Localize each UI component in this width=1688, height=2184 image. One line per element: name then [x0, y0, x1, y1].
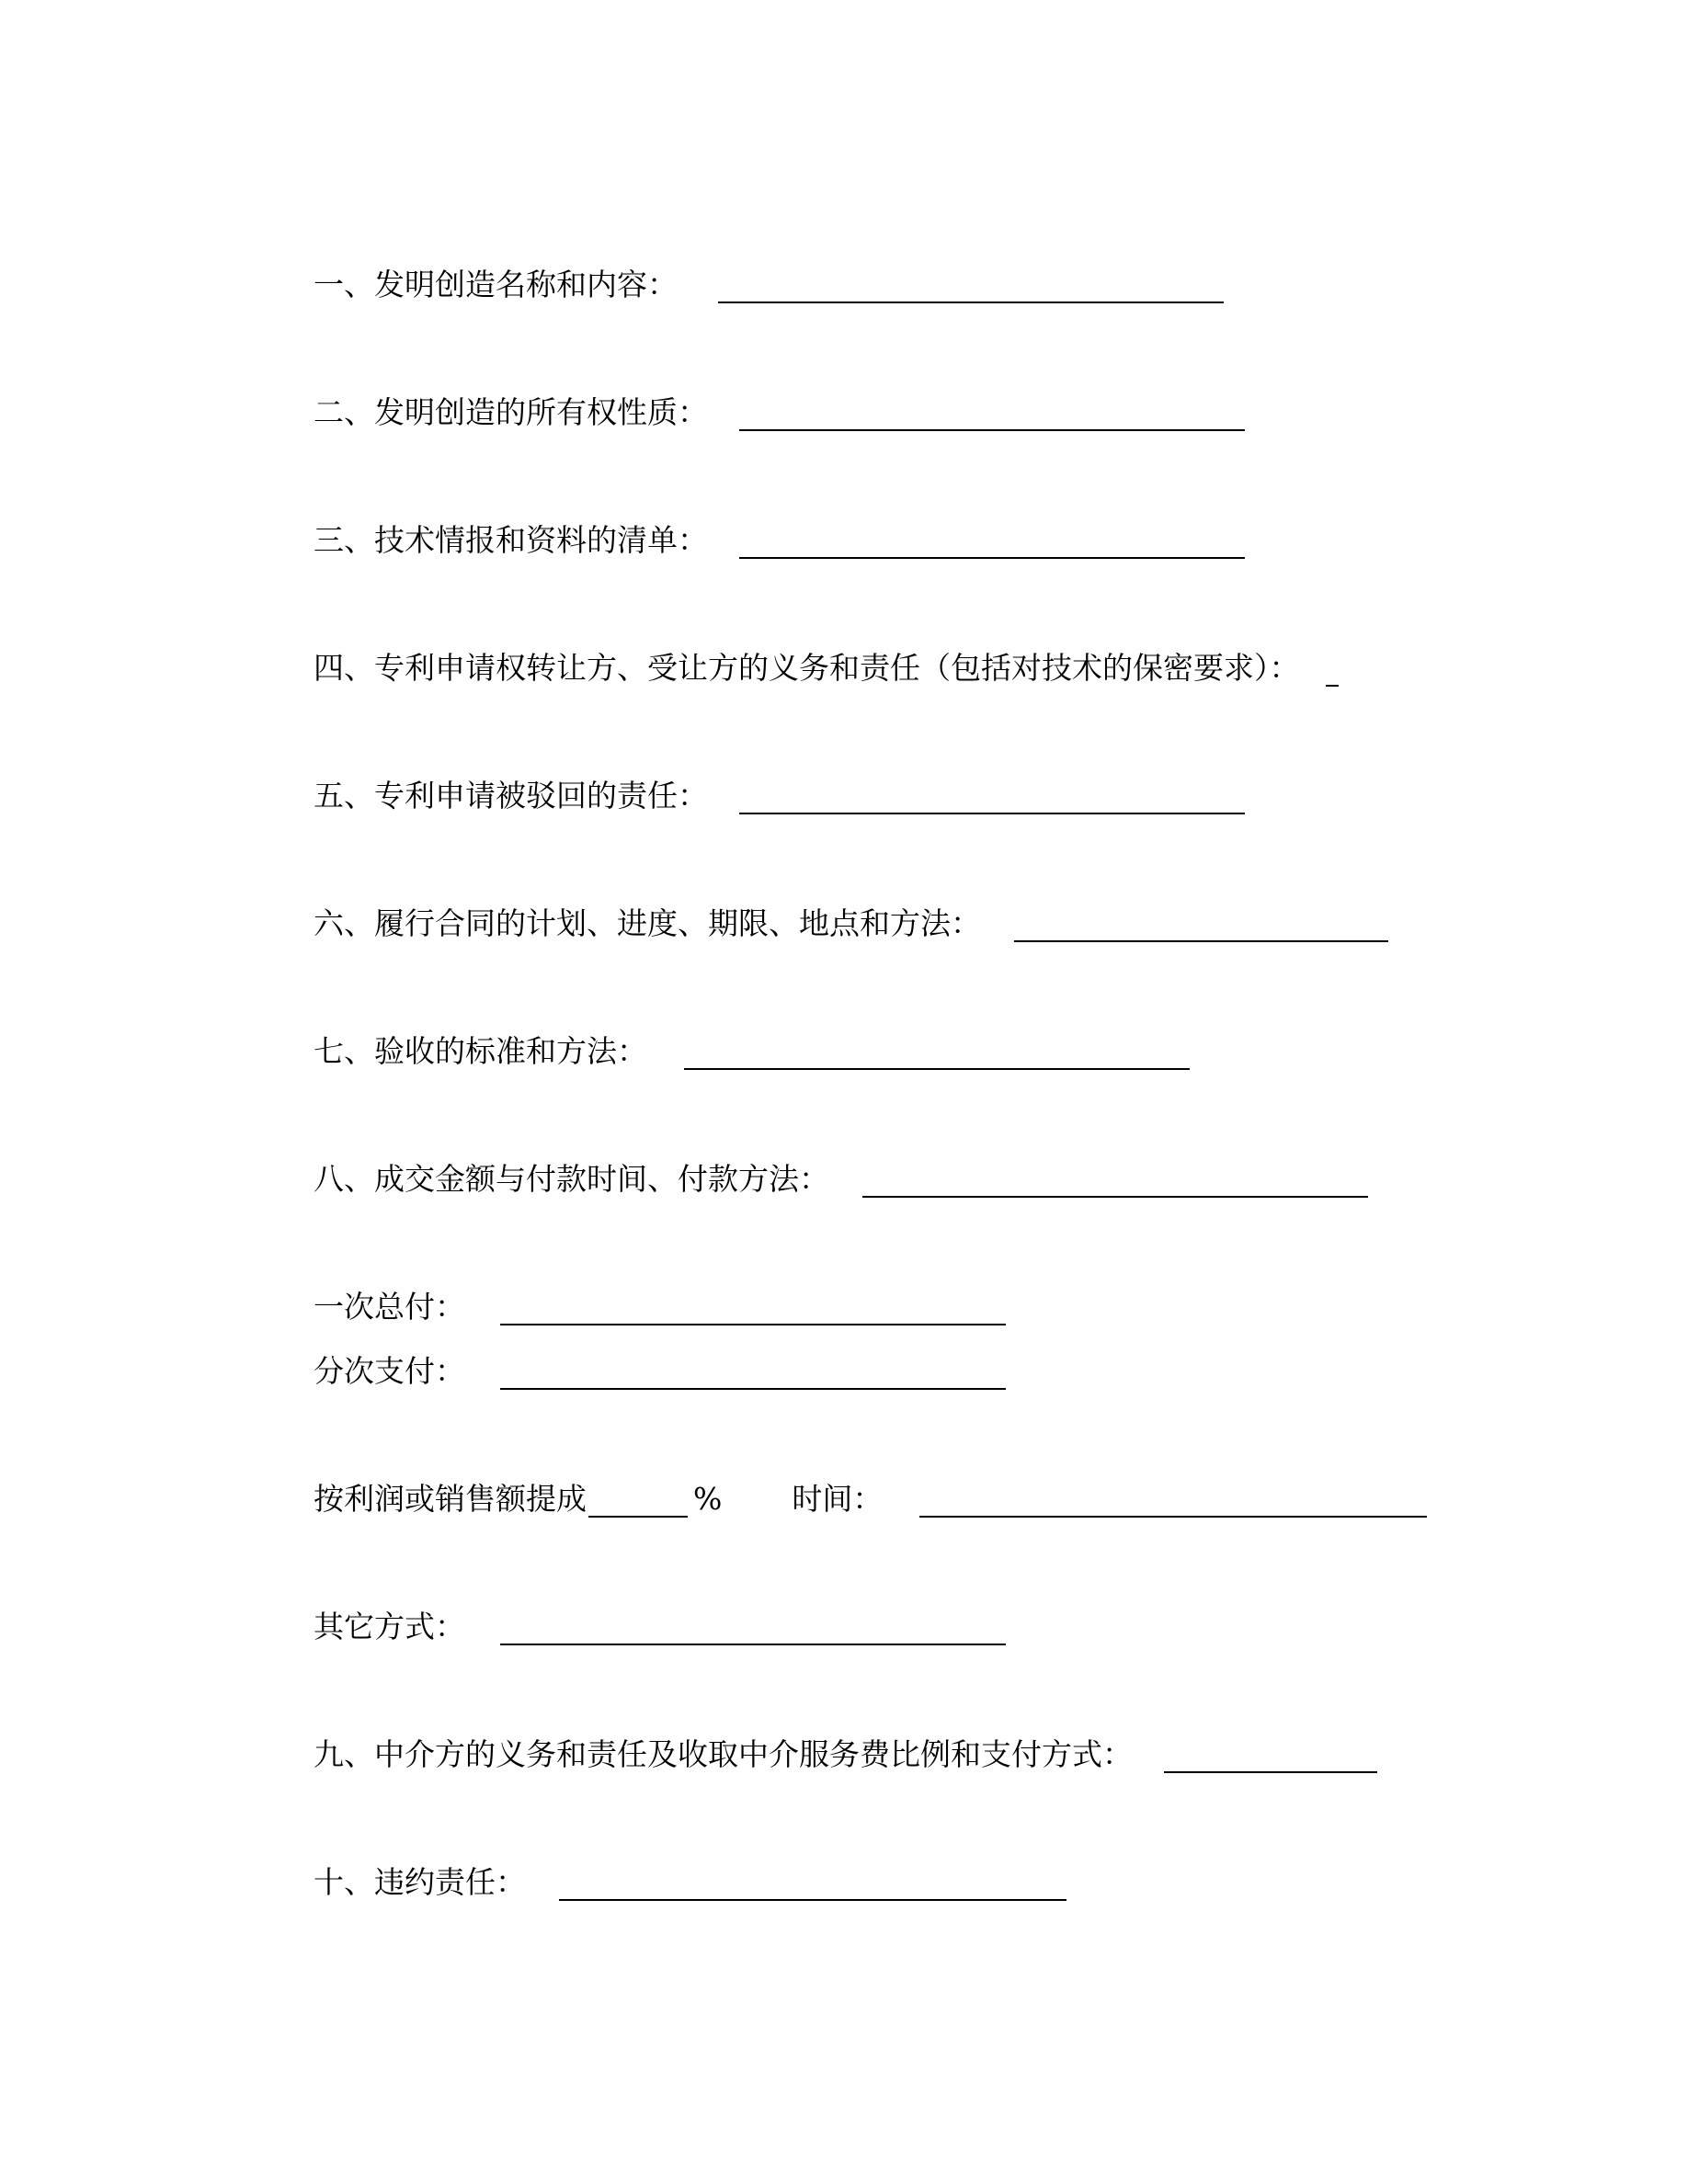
royalty-row [314, 1477, 1427, 1518]
item-4-blank[interactable] [1326, 654, 1339, 687]
lump-sum-blank[interactable] [500, 1292, 1006, 1325]
item-3-blank[interactable] [739, 526, 1245, 559]
item-3-label: 三、技术情报和资料的清单： [314, 522, 708, 558]
item-8-row [314, 1157, 1368, 1198]
item-8-blank[interactable] [862, 1165, 1368, 1198]
item-9-label: 九、中介方的义务和责任及收取中介服务费比例和支付方式： [314, 1736, 1133, 1772]
royalty-time-blank[interactable] [919, 1484, 1427, 1518]
royalty-label: 按利润或销售额提成 [314, 1481, 587, 1517]
item-4-row [314, 646, 1339, 687]
item-1-row [314, 263, 1224, 303]
percent-sign: % [693, 1481, 723, 1517]
item-9-blank[interactable] [1164, 1740, 1377, 1773]
item-2-label: 二、发明创造的所有权性质： [314, 394, 708, 430]
item-1-blank[interactable] [718, 270, 1224, 303]
other-method-label: 其它方式： [314, 1609, 465, 1644]
item-9-row [314, 1733, 1377, 1773]
item-5-row [314, 774, 1245, 814]
item-6-label: 六、履行合同的计划、进度、期限、地点和方法： [314, 905, 981, 941]
item-10-blank[interactable] [559, 1868, 1066, 1901]
item-6-blank[interactable] [1014, 909, 1388, 942]
installments-row [314, 1349, 1006, 1390]
item-10-row [314, 1860, 1066, 1901]
item-2-blank[interactable] [739, 398, 1245, 431]
item-6-row [314, 902, 1388, 942]
item-3-row [314, 518, 1245, 559]
item-2-row [314, 391, 1245, 431]
installments-blank[interactable] [500, 1357, 1006, 1390]
item-7-blank[interactable] [684, 1037, 1190, 1070]
item-4-label: 四、专利申请权转让方、受让方的义务和责任（包括对技术的保密要求）： [314, 650, 1300, 686]
item-1-label: 一、发明创造名称和内容： [314, 267, 678, 302]
item-10-label: 十、违约责任： [314, 1864, 526, 1900]
royalty-percent-blank[interactable] [588, 1484, 688, 1518]
other-method-blank[interactable] [500, 1612, 1006, 1645]
royalty-time-label: 时间： [792, 1481, 884, 1517]
item-7-label: 七、验收的标准和方法： [314, 1033, 647, 1069]
item-5-label: 五、专利申请被驳回的责任： [314, 778, 708, 813]
installments-label: 分次支付： [314, 1353, 465, 1389]
item-8-label: 八、成交金额与付款时间、付款方法： [314, 1161, 829, 1197]
other-method-row [314, 1605, 1006, 1645]
item-7-row [314, 1029, 1190, 1070]
lump-sum-label: 一次总付： [314, 1289, 465, 1325]
item-5-blank[interactable] [739, 781, 1245, 814]
lump-sum-row [314, 1285, 1006, 1325]
